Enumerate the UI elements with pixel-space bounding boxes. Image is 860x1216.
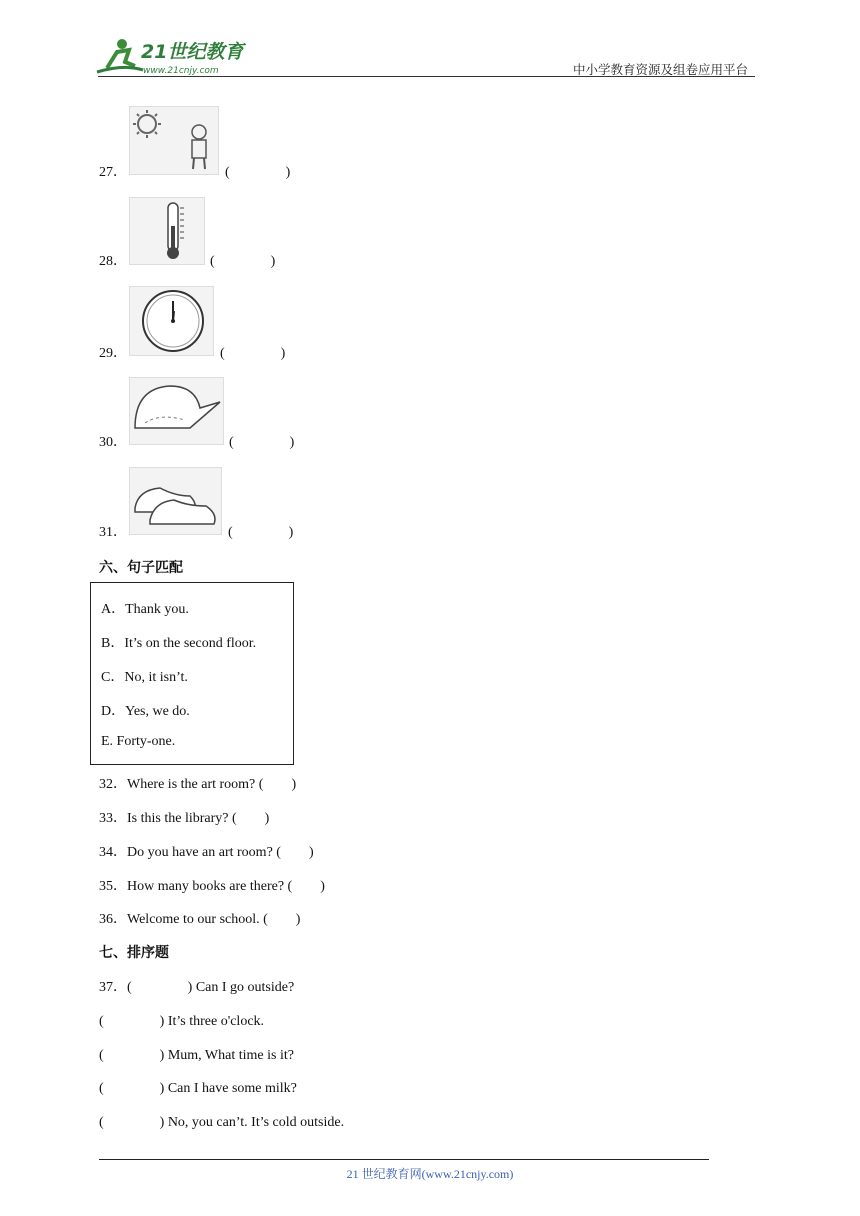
site-logo — [95, 34, 265, 80]
question-33[interactable]: 33．Is this the library? ( ) — [99, 811, 270, 826]
option-e: E. Forty-one. — [101, 734, 176, 749]
question-number: 28． — [99, 254, 127, 269]
ordering-line[interactable]: ( ) Mum, What time is it? — [99, 1048, 294, 1063]
question-34[interactable]: 34．Do you have an art room? ( ) — [99, 845, 314, 860]
footer-divider — [99, 1159, 709, 1160]
logo-text: 21世纪教育 — [141, 41, 244, 63]
question-35[interactable]: 35．How many books are there? ( ) — [99, 879, 325, 894]
ordering-line[interactable]: ( ) No, you can’t. It’s cold outside. — [99, 1115, 345, 1130]
option-d: D．Yes, we do. — [101, 704, 190, 719]
answer-blank[interactable]: ( ) — [225, 165, 291, 180]
answer-blank[interactable]: ( ) — [229, 435, 295, 450]
question-number: 30． — [99, 435, 127, 450]
clock-image — [129, 286, 214, 356]
cap-image — [129, 377, 224, 445]
option-c: C．No, it isn’t. — [101, 670, 188, 685]
answer-blank[interactable]: ( ) — [228, 525, 294, 540]
question-number: 27． — [99, 165, 127, 180]
header-divider — [98, 76, 755, 77]
section-title: 六、句子匹配 — [99, 560, 183, 576]
options-box — [90, 582, 294, 765]
ordering-line[interactable]: ( ) It’s three o'clock. — [99, 1014, 265, 1029]
ordering-line[interactable]: 37．( ) Can I go outside? — [99, 980, 295, 995]
thermometer-image — [129, 197, 205, 265]
ordering-line[interactable]: ( ) Can I have some milk? — [99, 1081, 297, 1096]
option-a: A．Thank you. — [101, 602, 189, 617]
option-b: B．It’s on the second floor. — [101, 636, 257, 651]
footer-text: 21 世纪教育网(www.21cnjy.com) — [346, 1167, 514, 1181]
answer-blank[interactable]: ( ) — [220, 346, 286, 361]
section-title: 七、排序题 — [99, 945, 169, 961]
question-36[interactable]: 36．Welcome to our school. ( ) — [99, 912, 301, 927]
question-number: 29． — [99, 346, 127, 361]
shoes-image — [129, 467, 222, 535]
header-platform-name: 中小学教育资源及组卷应用平台 — [573, 62, 749, 77]
answer-blank[interactable]: ( ) — [210, 254, 276, 269]
question-number: 31． — [99, 525, 127, 540]
sun-boy-image — [129, 106, 219, 175]
logo-url: www.21cnjy.com — [143, 66, 219, 76]
question-32[interactable]: 32．Where is the art room? ( ) — [99, 777, 297, 792]
